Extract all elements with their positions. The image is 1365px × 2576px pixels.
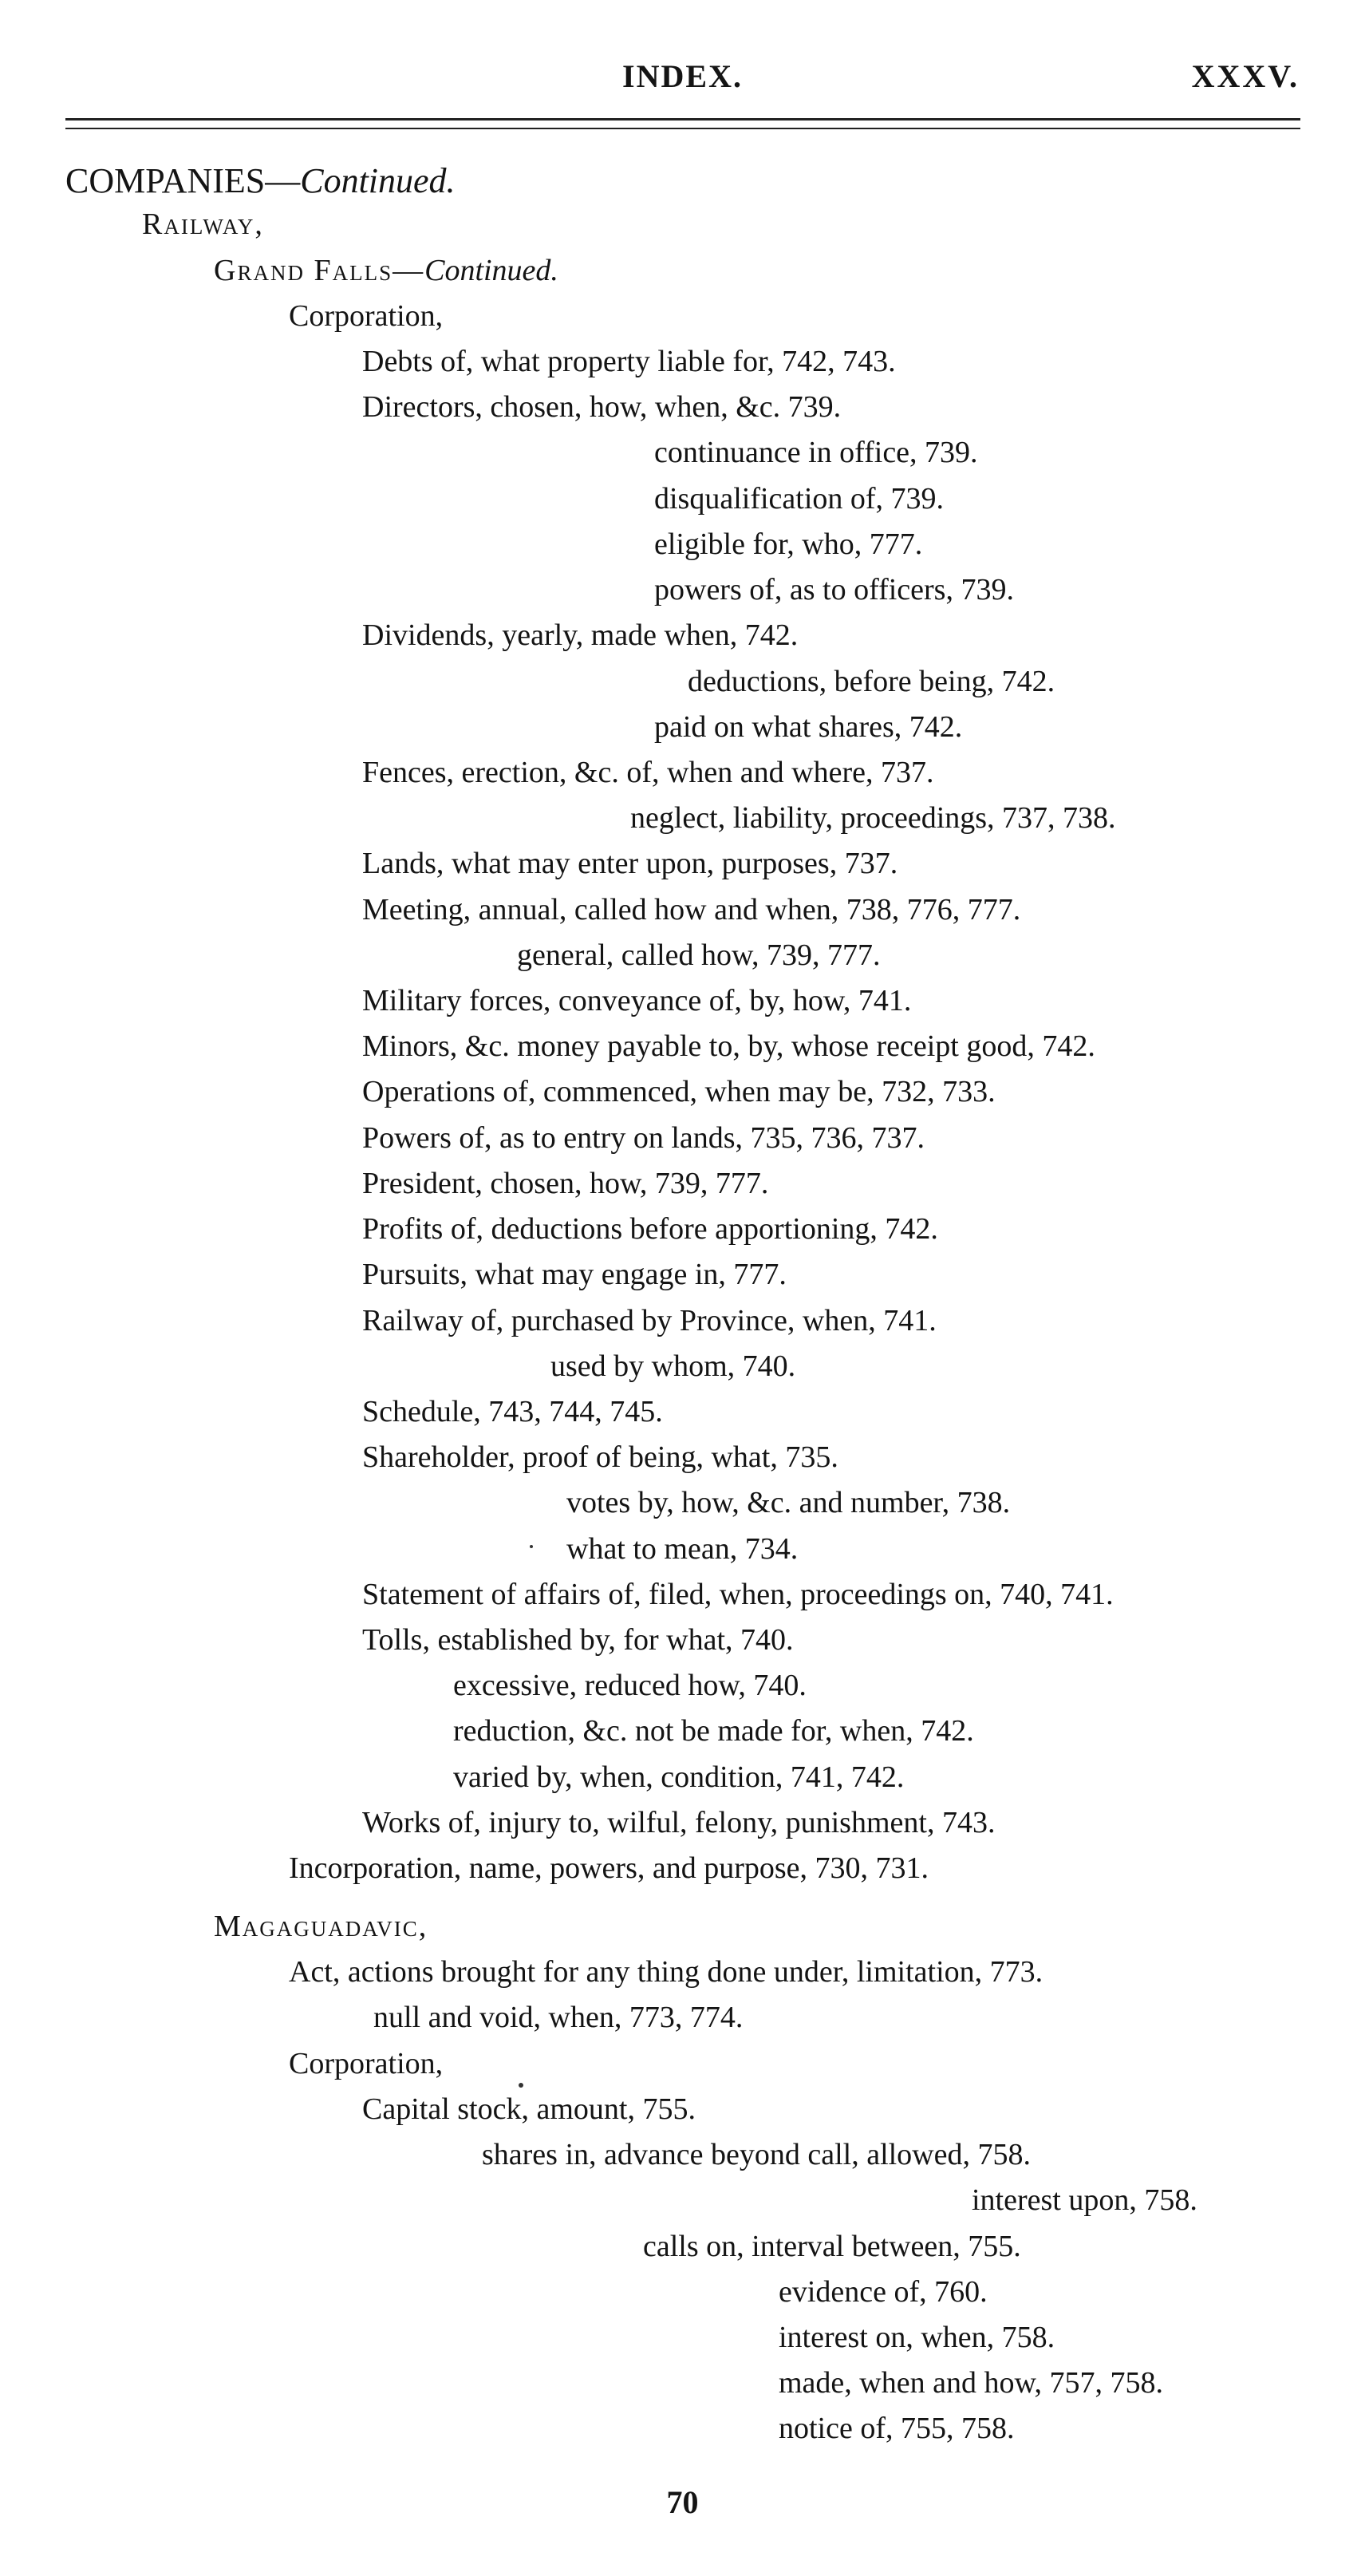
index-entry: Military forces, conveyance of, by, how, 741. [362,984,912,1017]
index-entry: Corporation, [289,2047,444,2080]
index-entry: Operations of, commenced, when may be, 732, 733. [362,1075,996,1108]
index-entry: evidence of, 760. [779,2275,988,2309]
index-entry: notice of, 755, 758. [779,2412,1015,2445]
header-page-number: XXXV. [1191,58,1300,94]
index-entry: Statement of affairs of, filed, when, proceedings on, 740, 741. [362,1578,1114,1611]
index-entry: interest upon, 758. [972,2183,1197,2217]
index-entry: what to mean, 734. [566,1532,799,1566]
ink-speck [530,1545,533,1548]
index-entry: varied by, when, condition, 741, 742. [453,1760,905,1794]
index-entry: Railway, [142,207,264,241]
index-entry: Dividends, yearly, made when, 742. [362,618,799,652]
index-entry: deductions, before being, 742. [688,665,1055,698]
index-entry: Profits of, deductions before apportioning, 742. [362,1212,938,1246]
index-entry: votes by, how, &c. and number, 738. [566,1486,1011,1519]
index-entry: Tolls, established by, for what, 740. [362,1623,794,1657]
ink-speck [519,2083,523,2088]
index-entry: Lands, what may enter upon, purposes, 737. [362,847,898,880]
index-entry: paid on what shares, 742. [654,710,963,744]
index-entry: Capital stock, amount, 755. [362,2092,696,2126]
index-entry: Debts of, what property liable for, 742, 743. [362,345,896,378]
index-entry: Directors, chosen, how, when, &c. 739. [362,390,842,424]
index-entry: Incorporation, name, powers, and purpose, 730, 731. [289,1851,929,1885]
index-entry: interest on, when, 758. [779,2321,1055,2354]
index-entry: neglect, liability, proceedings, 737, 738. [630,801,1116,835]
page-folio: 70 [666,2484,699,2520]
index-entry: Magaguadavic, [214,1910,428,1943]
index-entry: eligible for, who, 777. [654,527,923,561]
index-entry: COMPANIES—Continued. [65,161,456,200]
index-entry: Minors, &c. money payable to, by, whose receipt good, 742. [362,1029,1095,1063]
index-entry: continuance in office, 739. [654,436,978,469]
index-entry: general, called how, 739, 777. [517,938,881,972]
index-entry: Meeting, annual, called how and when, 738, 776, 777. [362,893,1021,926]
index-entry: Railway of, purchased by Province, when, 741. [362,1304,937,1337]
index-entry: Powers of, as to entry on lands, 735, 736, 737. [362,1121,925,1155]
header-title: INDEX. [622,58,743,94]
index-entry: Act, actions brought for any thing done under, limitation, 773. [289,1955,1043,1989]
index-entry: made, when and how, 757, 758. [779,2366,1163,2400]
index-entry: null and void, when, 773, 774. [373,2001,744,2034]
index-entry: Schedule, 743, 744, 745. [362,1395,663,1428]
index-entry: used by whom, 740. [550,1349,796,1383]
index-entry: Pursuits, what may engage in, 777. [362,1258,787,1291]
index-entry: disqualification of, 739. [654,482,945,516]
index-entry: Grand Falls—Continued. [214,254,558,287]
index-entry: President, chosen, how, 739, 777. [362,1167,769,1200]
index-entry: shares in, advance beyond call, allowed, 758. [482,2138,1031,2171]
index-entry: reduction, &c. not be made for, when, 742. [453,1714,974,1748]
index-entry: Corporation, [289,299,444,333]
index-entry: Fences, erection, &c. of, when and where, 737. [362,756,934,789]
index-entry: excessive, reduced how, 740. [453,1669,807,1702]
index-entry: powers of, as to officers, 739. [654,573,1014,606]
index-entry: Shareholder, proof of being, what, 735. [362,1440,838,1474]
index-entry: Works of, injury to, wilful, felony, punishment, 743. [362,1806,996,1839]
index-entry: calls on, interval between, 755. [643,2230,1021,2263]
